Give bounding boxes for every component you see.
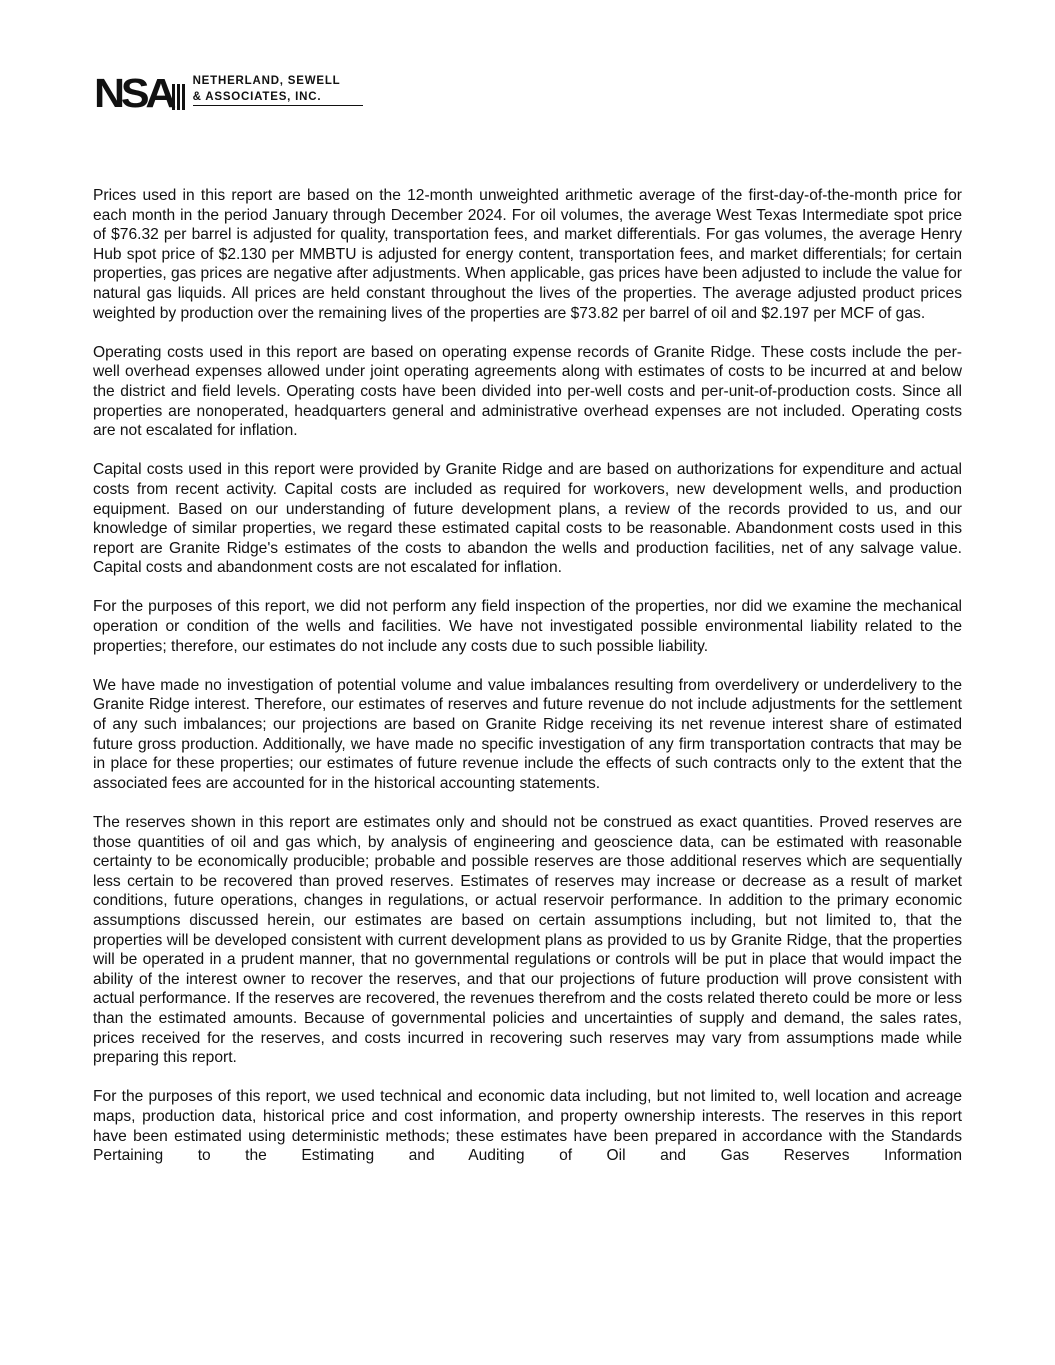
logo-mark: NSA bbox=[94, 70, 173, 116]
paragraph-capital-costs: Capital costs used in this report were provided by Granite Ridge and are based on authorizations for expenditure and actual costs from recent activity. Capital costs are included as required for workovers, new development wells, and production equipment. Based on our understanding of future development plans, a review of the records provided to us, and our knowledge of similar properties, we regard these estimated capital costs to be reasonable. Abandonment costs used in this report are Granite Ridge's estimates of the costs to abandon the wells and production facilities, net of any salvage value. Capital costs and abandonment costs are not escalated for inflation. bbox=[93, 461, 962, 577]
paragraph-prices: Prices used in this report are based on the 12-month unweighted arithmetic average of the first-day-of-the-month price for each month in the period January through December 2024. For oil volumes, the average West Texas Intermediate spot price of $76.32 per barrel is adjusted for quality, transportation fees, and market differentials. For gas volumes, the average Henry Hub spot price of $2.130 per MMBTU is adjusted for energy content, transportation fees, and market differentials; for certain properties, gas prices are negative after adjustments. When applicable, gas prices have been adjusted to include the value for natural gas liquids. All prices are held constant throughout the lives of the properties. The average adjusted product prices weighted by production over the remaining lives of the properties are $73.82 per barrel of oil and $2.197 per MCF of gas. bbox=[93, 187, 962, 322]
paragraph-reserves-estimates: The reserves shown in this report are estimates only and should not be construed as exact quantities. Proved reserves are those quantities of oil and gas which, by analysis of engineering and geoscience data, can be estimated with reasonable certainty to be economically producible; probable and possible reserves are those additional reserves which are sequentially less certain to be recovered than proved reserves. Estimates of reserves may increase or decrease as a result of market conditions, future operations, changes in regulations, or actual reservoir performance. In addition to the primary economic assumptions discussed herein, our estimates are based on certain assumptions including, but not limited to, that the properties will be developed consistent with current development plans as provided to us by Granite Ridge, that the properties will be operated in a prudent manner, that no governmental regulations or controls will be put in place that would impact the ability of the interest owner to recover the reserves, and that our projections of future production will prove consistent with actual performance. If the reserves are recovered, the revenues therefrom and the costs related thereto could be more or less than the estimated amounts. Because of governmental policies and uncertainties of supply and demand, the sales rates, prices received for the reserves, and costs incurred in recovering such reserves may vary from assumptions made while preparing this report. bbox=[93, 814, 962, 1067]
company-name-line2: & ASSOCIATES, INC. bbox=[192, 91, 322, 103]
paragraph-field-inspection: For the purposes of this report, we did not perform any field inspection of the properties, nor did we examine the mechanical operation or condition of the wells and facilities. We have not investigated possible environmental liability related to the properties; therefore, our estimates do not include any costs due to such possible liability. bbox=[93, 598, 962, 655]
letterhead bbox=[94, 70, 363, 116]
logo-bars-icon bbox=[172, 84, 185, 110]
paragraph-technical-data: For the purposes of this report, we used technical and economic data including, but not limited to, well location and acreage maps, production data, historical price and cost information, and property ownership interests. The reserves in this report have been estimated using deterministic methods; these estimates have been prepared in accordance with the Standards Pertaining to the Estimating and Auditing of Oil and Gas Reserves Information bbox=[93, 1088, 962, 1165]
paragraph-operating-costs: Operating costs used in this report are based on operating expense records of Granite Ridge. These costs include the per-well overhead expenses allowed under joint operating agreements along with estimates of costs to be incurred at and below the district and field levels. Operating costs have been divided into per-well costs and per-unit-of-production costs. Since all properties are nonoperated, headquarters general and administrative overhead expenses are not included. Operating costs are not escalated for inflation. bbox=[93, 343, 962, 440]
report-body bbox=[93, 186, 962, 1166]
paragraph-imbalances: We have made no investigation of potential volume and value imbalances resulting from overdelivery or underdelivery to the Granite Ridge interest. Therefore, our estimates of reserves and future revenue do not include adjustments for the settlement of any such imbalances; our projections are based on Granite Ridge receiving its net revenue interest share of estimated future gross production. Additionally, we have made no specific investigation of any firm transportation contracts that may be in place for these properties; our estimates of future revenue include the effects of such contracts only to the extent that the associated fees are accounted for in the historical accounting statements. bbox=[93, 676, 962, 792]
company-name-line1: NETHERLAND, SEWELL bbox=[192, 75, 341, 87]
company-name bbox=[193, 73, 363, 106]
nsa-logo bbox=[94, 70, 185, 116]
